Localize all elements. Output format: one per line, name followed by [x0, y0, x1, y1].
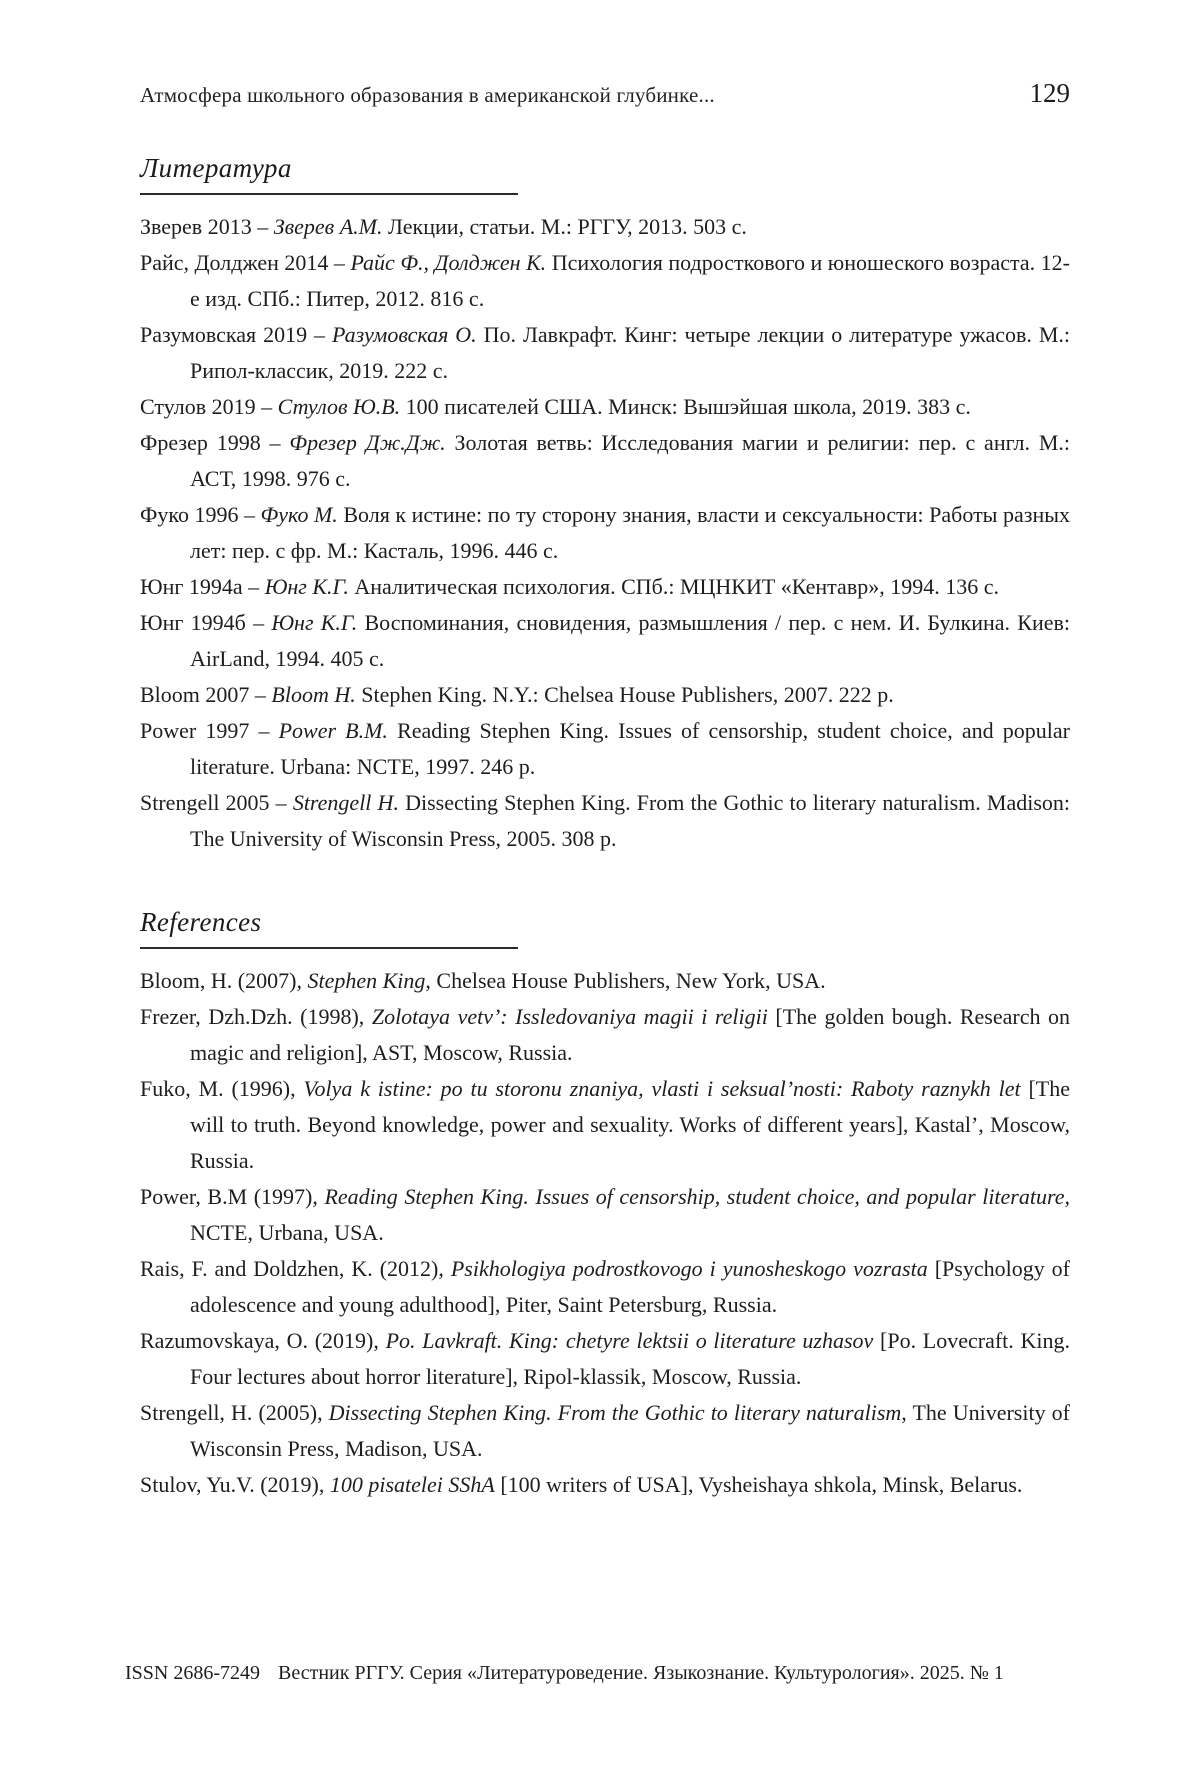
entry-author-or-title: Bloom H. — [271, 682, 356, 707]
entry-text: Райс, Долджен 2014 – — [140, 250, 351, 275]
entry-text: Лекции, статьи. М.: РГГУ, 2013. 503 с. — [382, 214, 747, 239]
reference-entry — [140, 209, 1070, 245]
entry-text: Fuko, M. (1996), — [140, 1076, 304, 1101]
entry-author-or-title: Разумовская О. — [332, 322, 477, 347]
reference-entry — [140, 317, 1070, 389]
entry-author-or-title: Райс Ф., Долджен К. — [350, 250, 547, 275]
reference-entry — [140, 389, 1070, 425]
reference-entry — [140, 605, 1070, 677]
entry-text: Power, B.M (1997), — [140, 1184, 325, 1209]
entry-text: [The golden bough. Research on magic and religion], AST, Moscow, Russia. — [190, 1004, 1071, 1065]
entry-author-or-title: Zolotaya vetv’: Issledovaniya magii i religii — [371, 1004, 768, 1029]
footer-journal-title: Вестник РГГУ. Серия «Литературоведение. Языкознание. Культурология». 2025. № 1 — [278, 1662, 1004, 1684]
entry-text: 100 писателей США. Минск: Вышэйшая школа, 2019. 383 с. — [400, 394, 971, 419]
reference-entry — [140, 1323, 1070, 1395]
reference-entry — [140, 1395, 1070, 1467]
entry-text: , Chelsea House Publishers, New York, USA. — [425, 968, 826, 993]
reference-entry — [140, 1251, 1070, 1323]
entry-text: Power 1997 – — [140, 718, 279, 743]
reference-entry — [140, 963, 1070, 999]
entry-text: Bloom, H. (2007), — [140, 968, 308, 993]
reference-entry — [140, 785, 1070, 857]
entry-text: Frezer, Dzh.Dzh. (1998), — [140, 1004, 372, 1029]
entry-text: Rais, F. and Doldzhen, K. (2012), — [140, 1256, 451, 1281]
footer-issn: ISSN 2686-7249 — [125, 1662, 261, 1684]
entry-text: Разумовская 2019 – — [140, 322, 333, 347]
reference-entry — [140, 1179, 1070, 1251]
reference-entry — [140, 425, 1070, 497]
entry-text: Stephen King. N.Y.: Chelsea House Publishers, 2007. 222 p. — [355, 682, 894, 707]
entry-text: Воспоминания, сновидения, размышления / пер. с нем. И. Булкина. Киев: AirLand, 1994. 405 с. — [190, 610, 1070, 671]
reference-entry — [140, 1467, 1070, 1503]
entry-author-or-title: Юнг К.Г. — [271, 610, 358, 635]
entry-author-or-title: Power B.M. — [278, 718, 388, 743]
entry-text: Dissecting Stephen King. From the Gothic to literary naturalism. Madison: The University of Wisconsin Press, 2005. 308 p. — [190, 790, 1071, 851]
journal-footer — [125, 1662, 1115, 1685]
entry-text: Reading Stephen King. Issues of censorship, student choice, and popular literature. Urbana: NCTE, 1997. 246 p. — [190, 718, 1071, 779]
literatura-heading: Литература — [140, 153, 518, 195]
references-list — [140, 963, 1070, 1503]
reference-entry — [140, 713, 1070, 785]
entry-text: Аналитическая психология. СПб.: МЦНКИТ «Кентавр», 1994. 136 с. — [348, 574, 999, 599]
entry-text: Стулов 2019 – — [140, 394, 278, 419]
entry-text: [100 writers of USA], Vysheishaya shkola, Minsk, Belarus. — [494, 1472, 1023, 1497]
entry-text: [Psychology of adolescence and young adulthood], Piter, Saint Petersburg, Russia. — [190, 1256, 1071, 1317]
entry-author-or-title: Psikhologiya podrostkovogo i yunosheskogo vozrasta — [450, 1256, 928, 1281]
entry-text: Razumovskaya, O. (2019), — [140, 1328, 386, 1353]
entry-author-or-title: Фуко М. — [260, 502, 338, 527]
entry-author-or-title: Юнг К.Г. — [264, 574, 349, 599]
entry-author-or-title: Po. Lavkraft. King: chetyre lektsii o literature uzhasov — [385, 1328, 874, 1353]
references-heading: References — [140, 907, 518, 949]
entry-text: Фуко 1996 – — [140, 502, 261, 527]
page-number: 129 — [1029, 78, 1070, 108]
running-head-title: Атмосфера школьного образования в американской глубинке... — [140, 83, 715, 107]
entry-text: Воля к истине: по ту сторону знания, власти и сексуальности: Работы разных лет: пер. с фр. М.: Касталь, 1996. 446 с. — [190, 502, 1070, 563]
entry-author-or-title: Reading Stephen King. Issues of censorship, student choice, and popular literature — [324, 1184, 1065, 1209]
entry-author-or-title: Стулов Ю.В. — [277, 394, 401, 419]
entry-text: Юнг 1994б – — [140, 610, 272, 635]
entry-author-or-title: Stephen King — [307, 968, 426, 993]
entry-text: Юнг 1994а – — [140, 574, 265, 599]
entry-text: , NCTE, Urbana, USA. — [190, 1184, 1070, 1245]
reference-entry — [140, 999, 1070, 1071]
reference-entry — [140, 497, 1070, 569]
entry-text: Психология подросткового и юношеского возраста. 12-е изд. СПб.: Питер, 2012. 816 с. — [190, 250, 1070, 311]
entry-author-or-title: 100 pisatelei SShA — [329, 1472, 495, 1497]
reference-entry — [140, 1071, 1070, 1179]
entry-author-or-title: Volya k istine: po tu storonu znaniya, vlasti i seksual’nosti: Raboty raznykh let — [303, 1076, 1021, 1101]
entry-text: Stulov, Yu.V. (2019), — [140, 1472, 330, 1497]
entry-text: [The will to truth. Beyond knowledge, power and sexuality. Works of different years], Kastal’, Moscow, Russia. — [190, 1076, 1070, 1173]
reference-entry — [140, 677, 1070, 713]
entry-text: Фрезер 1998 – — [140, 430, 290, 455]
entry-text: , The University of Wisconsin Press, Madison, USA. — [190, 1400, 1070, 1461]
entry-text: По. Лавкрафт. Кинг: четыре лекции о литературе ужасов. М.: Рипол-классик, 2019. 222 с. — [190, 322, 1071, 383]
entry-text: Bloom 2007 – — [140, 682, 272, 707]
entry-author-or-title: Фрезер Дж.Дж. — [289, 430, 446, 455]
entry-author-or-title: Зверев А.М. — [273, 214, 383, 239]
entry-text: Золотая ветвь: Исследования магии и религии: пер. с англ. М.: АСТ, 1998. 976 с. — [190, 430, 1070, 491]
entry-author-or-title: Dissecting Stephen King. From the Gothic to literary naturalism — [328, 1400, 902, 1425]
entry-text: Зверев 2013 – — [140, 214, 274, 239]
running-head — [140, 78, 1070, 109]
reference-entry — [140, 245, 1070, 317]
literatura-list — [140, 209, 1070, 857]
reference-entry — [140, 569, 1070, 605]
entry-text: Strengell 2005 – — [140, 790, 293, 815]
entry-text: Strengell, H. (2005), — [140, 1400, 329, 1425]
entry-text: [Po. Lovecraft. King. Four lectures about horror literature], Ripol-klassik, Moscow, Russia. — [190, 1328, 1071, 1389]
entry-author-or-title: Strengell H. — [292, 790, 399, 815]
